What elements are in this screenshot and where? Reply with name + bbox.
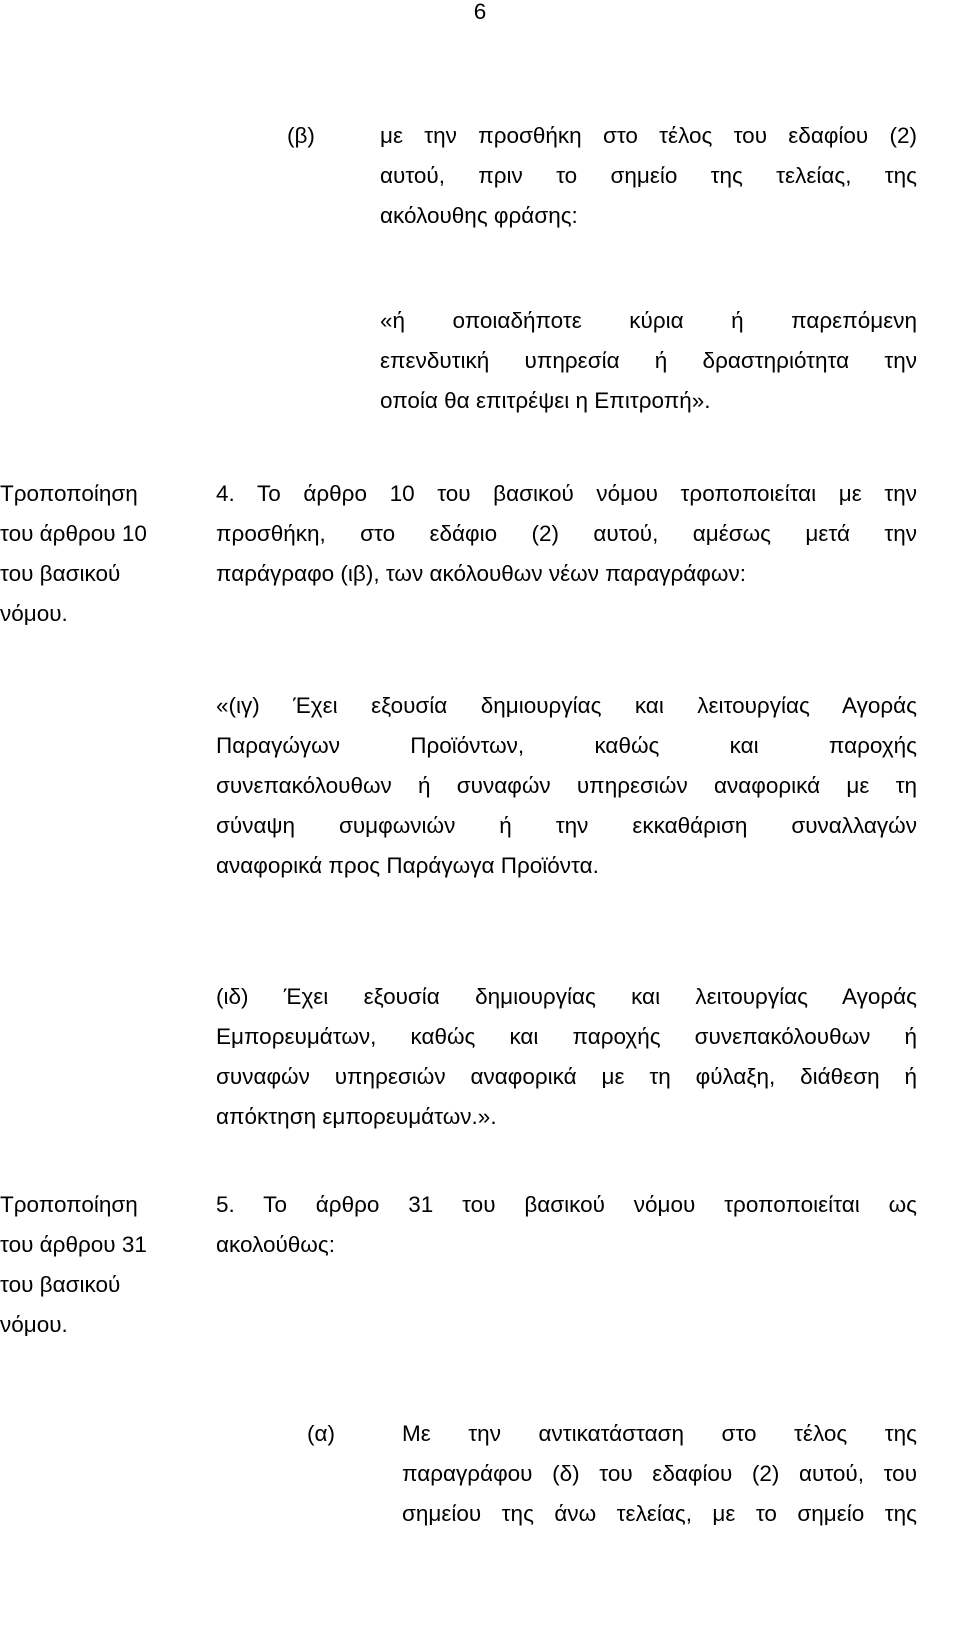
text-line: οποία θα επιτρέψει η Επιτροπή». <box>380 388 711 413</box>
text-line: συναφών υπηρεσιών αναφορικά με τη φύλαξη, διάθεση ή <box>216 1064 917 1089</box>
margin-note-line: του βασικού <box>0 561 121 586</box>
text-line: με την προσθήκη στο τέλος του εδαφίου (2) <box>380 123 917 148</box>
text-line: παράγραφο (ιβ), των ακόλουθων νέων παραγράφων: <box>216 561 746 586</box>
margin-note-line: του άρθρου 31 <box>0 1232 147 1257</box>
text-line: αυτού, πριν το σημείο της τελείας, της <box>380 163 917 188</box>
subsection-beta-label: (β) <box>287 123 315 148</box>
subsection-beta-text <box>380 116 917 236</box>
text-line: Παραγώγων Προϊόντων, καθώς και παροχής <box>216 733 917 758</box>
text-line: «(ιγ) Έχει εξουσία δημιουργίας και λειτουργίας Αγοράς <box>216 693 917 718</box>
item-4-text <box>216 474 917 594</box>
margin-note-line: Τροποποίηση <box>0 481 138 506</box>
margin-note-article-31 <box>0 1185 190 1345</box>
paragraph-ig <box>216 686 917 886</box>
text-line: αναφορικά προς Παράγωγα Προϊόντα. <box>216 853 599 878</box>
subsection-alpha-label: (α) <box>307 1421 335 1446</box>
text-line: επενδυτική υπηρεσία ή δραστηριότητα την <box>380 348 917 373</box>
text-line: Εμπορευμάτων, καθώς και παροχής συνεπακόλουθων ή <box>216 1024 917 1049</box>
text-line: σημείου της άνω τελείας, με το σημείο της <box>402 1501 917 1526</box>
text-line: απόκτηση εμπορευμάτων.». <box>216 1104 497 1129</box>
text-line: σύναψη συμφωνιών ή την εκκαθάριση συναλλαγών <box>216 813 917 838</box>
text-line: συνεπακόλουθων ή συναφών υπηρεσιών αναφορικά με τη <box>216 773 917 798</box>
paragraph-id <box>216 977 917 1137</box>
text-line: Με την αντικατάσταση στο τέλος της <box>402 1421 917 1446</box>
text-line: 5. Το άρθρο 31 του βασικού νόμου τροποποιείται ως <box>216 1192 917 1217</box>
margin-note-line: του βασικού <box>0 1272 121 1297</box>
margin-note-line: Τροποποίηση <box>0 1192 138 1217</box>
margin-note-line: νόμου. <box>0 1312 68 1337</box>
margin-note-line: νόμου. <box>0 601 68 626</box>
subsection-beta-quote <box>380 301 917 421</box>
subsection-alpha-text <box>402 1414 917 1534</box>
text-line: ακολούθως: <box>216 1232 335 1257</box>
item-5-text <box>216 1185 917 1265</box>
margin-note-line: του άρθρου 10 <box>0 521 147 546</box>
text-line: «ή οποιαδήποτε κύρια ή παρεπόμενη <box>380 308 917 333</box>
text-line: ακόλουθης φράσης: <box>380 203 578 228</box>
text-line: (ιδ) Έχει εξουσία δημιουργίας και λειτουργίας Αγοράς <box>216 984 917 1009</box>
text-line: παραγράφου (δ) του εδαφίου (2) αυτού, του <box>402 1461 917 1486</box>
text-line: προσθήκη, στο εδάφιο (2) αυτού, αμέσως μετά την <box>216 521 917 546</box>
text-line: 4. Το άρθρο 10 του βασικού νόμου τροποποιείται με την <box>216 481 917 506</box>
margin-note-article-10 <box>0 474 190 634</box>
page-number: 6 <box>473 0 487 24</box>
